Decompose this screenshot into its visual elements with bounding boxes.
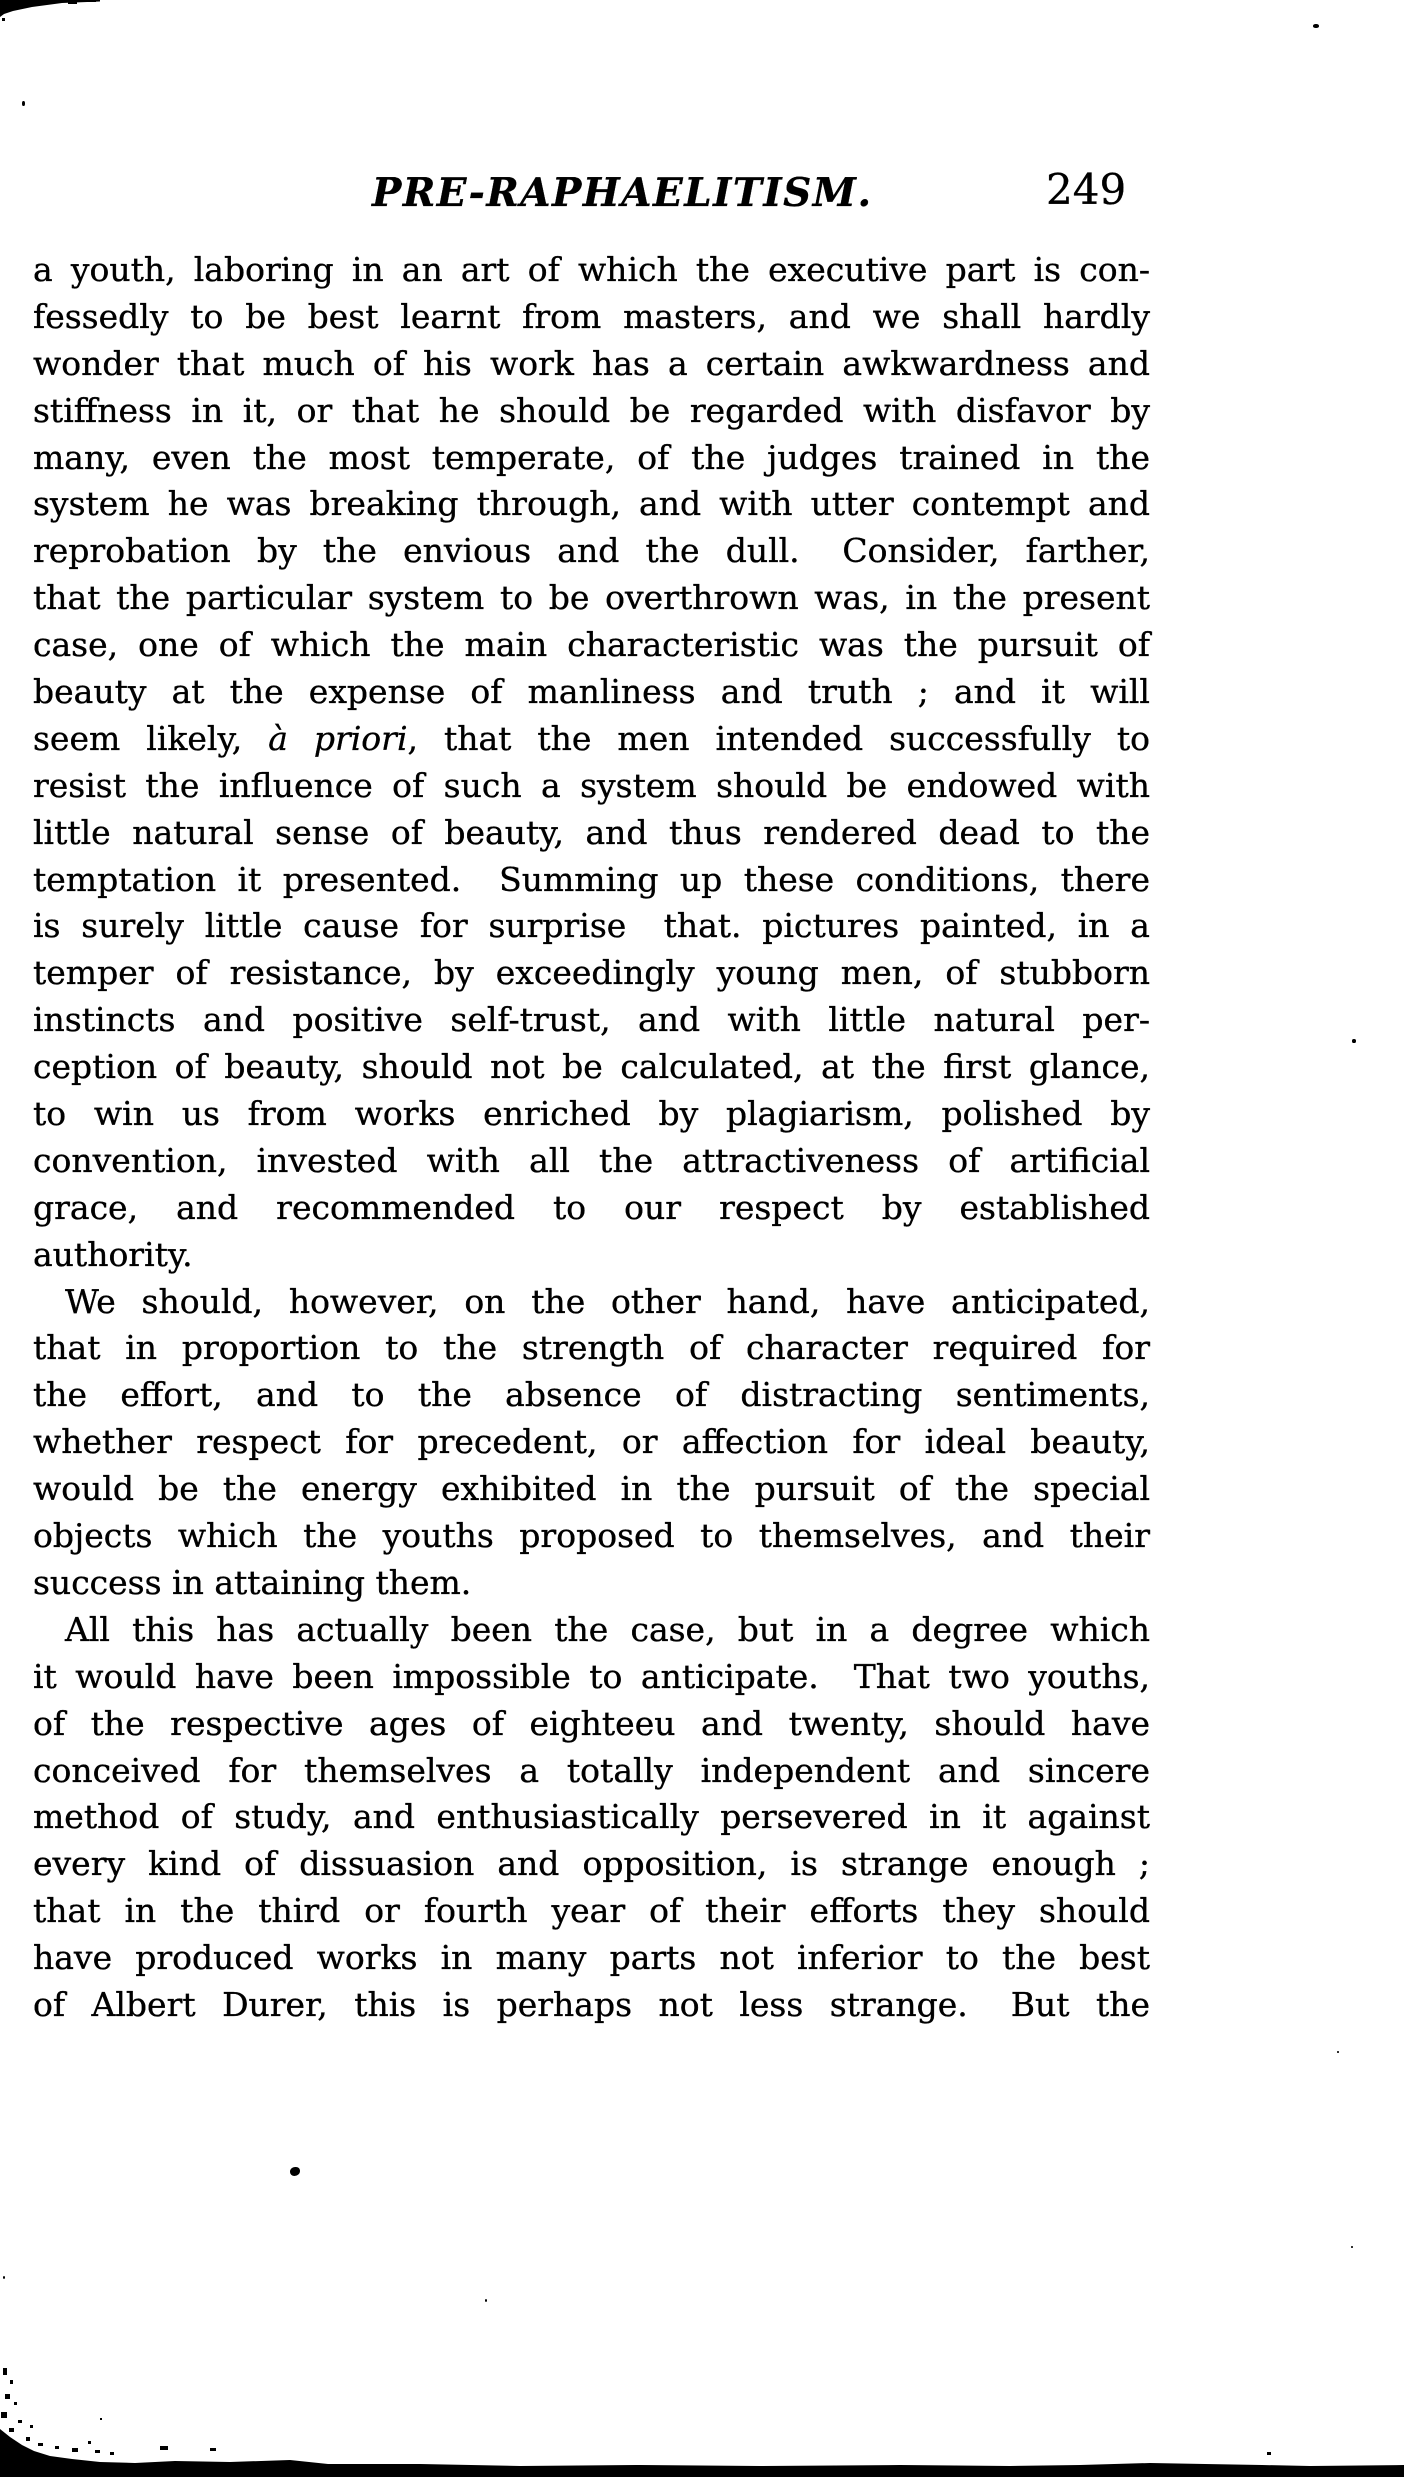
text-line: resist the influence of such a system should be endowed with (33, 765, 1150, 805)
text-line: of the respective ages of eighteeu and twenty, should have (33, 1703, 1150, 1743)
text-line: reprobation by the envious and the dull. Consider, farther, (33, 531, 1150, 571)
text-line: every kind of dissuasion and opposition, is strange enough ; (33, 1844, 1150, 1884)
paragraph (33, 1607, 1150, 2029)
paragraph (33, 1279, 1150, 1607)
scan-speck (1337, 2051, 1339, 2053)
text-line: case, one of which the main characteristic was the pursuit of (33, 625, 1150, 665)
scan-artifact-bottom-bar (0, 2367, 1404, 2477)
text-line: fessedly to be best learnt from masters, and we shall hardly (33, 296, 1150, 336)
text-block (33, 247, 1150, 2029)
scan-speck (1351, 2246, 1353, 2248)
text-line: temptation it presented. Summing up these conditions, there (33, 859, 1150, 899)
text-line: is surely little cause for surprise that. pictures painted, in a (33, 906, 1150, 946)
text-line: ception of beauty, should not be calculated, at the first glance, (33, 1047, 1150, 1087)
text-line: grace, and recommended to our respect by established (33, 1187, 1150, 1227)
text-line: objects which the youths proposed to themselves, and their (33, 1516, 1150, 1556)
text-line: conceived for themselves a totally independent and sincere (33, 1750, 1150, 1790)
text-line: it would have been impossible to anticipate. That two youths, (33, 1656, 1150, 1696)
text-line: temper of resistance, by exceedingly young men, of stubborn (33, 953, 1150, 993)
text-line: stiffness in it, or that he should be regarded with disfavor by (33, 390, 1150, 430)
text-line: a youth, laboring in an art of which the executive part is con- (33, 250, 1150, 289)
scan-speck (22, 101, 25, 106)
text-line: convention, invested with all the attractiveness of artificial (33, 1140, 1150, 1180)
text-line: that in the third or fourth year of their efforts they should (33, 1891, 1150, 1931)
text-line: many, even the most temperate, of the judges trained in the (33, 437, 1150, 477)
scan-artifact-top-left-wedge (0, 0, 130, 22)
text-line: All this has actually been the case, but in a degree which (65, 1609, 1150, 1649)
text-line: wonder that much of his work has a certain awkwardness and (33, 343, 1150, 383)
text-line: instincts and positive self-trust, and with little natural per- (33, 1000, 1150, 1040)
scan-ink-blob (290, 2167, 300, 2176)
scan-speck (3, 2276, 5, 2279)
text-line: We should, however, on the other hand, have anticipated, (65, 1281, 1150, 1321)
text-line: to win us from works enriched by plagiarism, polished by (33, 1094, 1150, 1134)
page-number: 249 (1046, 165, 1127, 214)
text-line: that in proportion to the strength of character required for (33, 1328, 1150, 1368)
text-line: that the particular system to be overthrown was, in the present (33, 578, 1150, 618)
paragraph (33, 247, 1150, 1279)
page-title: PRE-RAPHAELITISM. (372, 170, 873, 216)
scan-speck (1352, 1039, 1356, 1043)
text-line: seem likely, à priori, that the men intended successfully to (33, 718, 1150, 758)
text-line: method of study, and enthusiastically persevered in it against (33, 1797, 1150, 1837)
text-line: would be the energy exhibited in the pursuit of the special (33, 1469, 1150, 1509)
text-line: success in attaining them. (33, 1562, 472, 1602)
text-line: whether respect for precedent, or affection for ideal beauty, (33, 1422, 1150, 1462)
text-line: little natural sense of beauty, and thus rendered dead to the (33, 812, 1150, 852)
text-line: system he was breaking through, and with utter contempt and (33, 484, 1150, 524)
text-line: of Albert Durer, this is perhaps not less strange. But the (33, 1984, 1150, 2024)
text-line: beauty at the expense of manliness and truth ; and it will (33, 672, 1150, 712)
text-line: have produced works in many parts not inferior to the best (33, 1938, 1150, 1978)
scan-speck (1313, 24, 1319, 28)
text-line: the effort, and to the absence of distracting sentiments, (33, 1375, 1150, 1415)
text-line: authority. (33, 1234, 193, 1274)
scan-speck (485, 2299, 487, 2302)
